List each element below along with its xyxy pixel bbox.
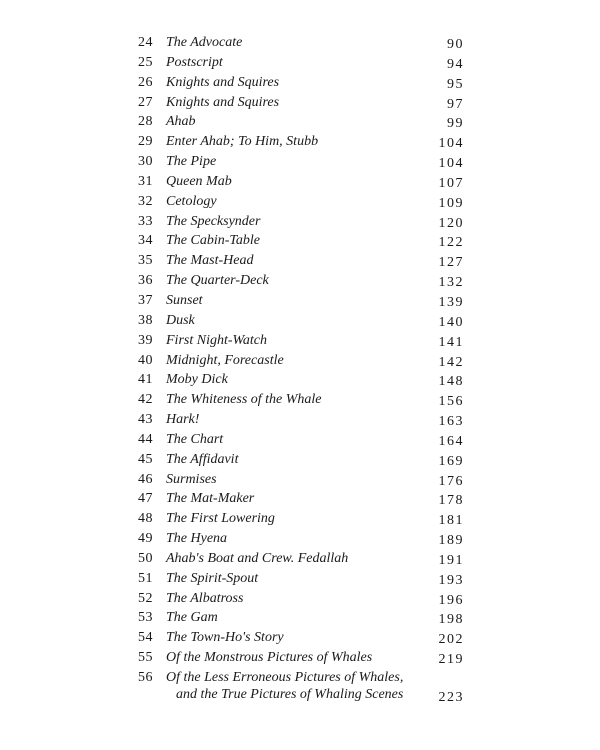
page-number: 104 <box>438 136 464 152</box>
page-number: 95 <box>447 76 464 92</box>
chapter-title: The Quarter-Deck <box>166 273 269 289</box>
page-number: 107 <box>438 175 464 191</box>
chapter-number: 45 <box>138 451 153 467</box>
chapter-title: The Mat-Maker <box>166 491 255 507</box>
chapter-number: 37 <box>138 292 153 308</box>
page-number: 132 <box>438 275 464 291</box>
chapter-number: 44 <box>138 431 153 447</box>
toc-entry <box>138 331 468 351</box>
chapter-number: 24 <box>138 35 153 50</box>
chapter-title: Hark! <box>166 412 200 428</box>
toc-entry <box>138 93 468 113</box>
page-number: 191 <box>438 552 464 568</box>
toc-entry <box>138 529 468 549</box>
toc-entry <box>138 311 468 331</box>
page-number: 176 <box>438 473 464 489</box>
page-number: 181 <box>438 513 464 529</box>
chapter-number: 28 <box>138 114 153 130</box>
toc-entry <box>138 470 468 490</box>
toc-entry <box>138 450 468 470</box>
chapter-number: 35 <box>138 253 153 269</box>
chapter-title-line2: and the True Pictures of Whaling Scenes <box>176 687 404 702</box>
chapter-title: The First Lowering <box>166 511 275 527</box>
page-number: 198 <box>438 612 464 628</box>
toc-entry <box>138 212 468 232</box>
page-number: 99 <box>447 116 464 132</box>
page-number: 122 <box>438 235 464 251</box>
chapter-number: 30 <box>138 154 153 170</box>
chapter-number: 43 <box>138 412 153 428</box>
page-number: 169 <box>438 453 464 469</box>
chapter-number: 56 <box>138 670 153 685</box>
toc-entry <box>138 33 468 53</box>
toc-entry <box>138 132 468 152</box>
toc-entry <box>138 291 468 311</box>
toc-entry <box>138 172 468 192</box>
chapter-title: Ahab <box>166 114 196 130</box>
chapter-title: The Chart <box>166 431 224 447</box>
toc-entry <box>138 251 468 271</box>
page-number: 223 <box>438 690 464 705</box>
chapter-number: 54 <box>138 630 153 646</box>
chapter-title: The Albatross <box>166 590 244 606</box>
chapter-title: The Specksynder <box>166 213 261 229</box>
page-number: 120 <box>438 215 464 231</box>
toc-entry <box>138 152 468 172</box>
toc-entry <box>138 589 468 609</box>
chapter-number: 32 <box>138 193 153 209</box>
chapter-number: 40 <box>138 352 153 368</box>
toc-entry <box>138 370 468 390</box>
page-number: 97 <box>447 96 464 112</box>
chapter-title: Cetology <box>166 193 217 209</box>
chapter-number: 52 <box>138 590 153 606</box>
chapter-number: 29 <box>138 134 153 150</box>
page-number: 94 <box>447 56 464 72</box>
toc-entry <box>138 668 468 708</box>
chapter-number: 36 <box>138 273 153 289</box>
page-number: 127 <box>438 255 464 271</box>
chapter-number: 50 <box>138 550 153 566</box>
toc-entry <box>138 489 468 509</box>
chapter-title: The Cabin-Table <box>166 233 260 249</box>
chapter-number: 31 <box>138 173 153 189</box>
chapter-number: 26 <box>138 74 153 90</box>
chapter-title: The Pipe <box>166 154 217 170</box>
toc-entry <box>138 410 468 430</box>
page-number: 139 <box>438 294 464 310</box>
chapter-number: 38 <box>138 312 153 328</box>
toc-entry <box>138 73 468 93</box>
page-number: 90 <box>447 37 464 52</box>
chapter-number: 42 <box>138 392 153 408</box>
chapter-title: The Gam <box>166 610 218 626</box>
chapter-title: The Hyena <box>166 531 228 547</box>
chapter-number: 39 <box>138 332 153 348</box>
page-number: 196 <box>438 592 464 608</box>
page-number: 148 <box>438 374 464 390</box>
toc-entry <box>138 569 468 589</box>
chapter-title: The Affidavit <box>166 451 239 467</box>
page-number: 142 <box>438 354 464 370</box>
chapter-number: 48 <box>138 511 153 527</box>
chapter-title: Postscript <box>166 54 223 70</box>
chapter-title: Surmises <box>166 471 217 487</box>
chapter-title: Knights and Squires <box>166 74 280 90</box>
page-number: 189 <box>438 533 464 549</box>
page-number: 193 <box>438 572 464 588</box>
page-number: 163 <box>438 414 464 430</box>
chapter-title-line1: Of the Less Erroneous Pictures of Whales, <box>166 670 404 685</box>
chapter-title: The Spirit-Spout <box>166 570 259 586</box>
table-of-contents <box>138 33 468 708</box>
chapter-title: Queen Mab <box>166 173 232 189</box>
chapter-number: 41 <box>138 372 153 388</box>
page-number: 141 <box>438 334 464 350</box>
chapter-title: Sunset <box>166 292 203 308</box>
toc-entry <box>138 608 468 628</box>
page-number: 219 <box>438 652 464 668</box>
chapter-title: Of the Monstrous Pictures of Whales <box>166 650 373 666</box>
toc-entry <box>138 509 468 529</box>
toc-entry <box>138 351 468 371</box>
toc-entry <box>138 628 468 648</box>
chapter-title: Moby Dick <box>166 372 228 388</box>
chapter-title: The Whiteness of the Whale <box>166 392 322 408</box>
page-number: 202 <box>438 632 464 648</box>
chapter-number: 33 <box>138 213 153 229</box>
toc-entry <box>138 192 468 212</box>
page-number: 140 <box>438 314 464 330</box>
toc-entry <box>138 231 468 251</box>
chapter-title: Knights and Squires <box>166 94 280 110</box>
chapter-title: The Town-Ho's Story <box>166 630 284 646</box>
page-number: 178 <box>438 493 464 509</box>
chapter-number: 47 <box>138 491 153 507</box>
toc-entry <box>138 390 468 410</box>
chapter-number: 46 <box>138 471 153 487</box>
toc-entry <box>138 112 468 132</box>
chapter-number: 27 <box>138 94 153 110</box>
chapter-title: Enter Ahab; To Him, Stubb <box>166 134 319 150</box>
toc-entry <box>138 430 468 450</box>
chapter-number: 53 <box>138 610 153 626</box>
chapter-number: 34 <box>138 233 153 249</box>
chapter-title: Dusk <box>166 312 195 328</box>
toc-entries <box>138 33 468 668</box>
toc-entry <box>138 53 468 73</box>
page-number: 156 <box>438 394 464 410</box>
chapter-title: The Advocate <box>166 35 243 50</box>
toc-entry <box>138 271 468 291</box>
chapter-title <box>166 669 403 703</box>
toc-entry <box>138 549 468 569</box>
chapter-number: 51 <box>138 570 153 586</box>
chapter-title: The Mast-Head <box>166 253 254 269</box>
chapter-number: 49 <box>138 531 153 547</box>
chapter-number: 55 <box>138 650 153 666</box>
page-number: 109 <box>438 195 464 211</box>
page-number: 164 <box>438 433 464 449</box>
chapter-title: Ahab's Boat and Crew. Fedallah <box>166 550 349 566</box>
chapter-number: 25 <box>138 54 153 70</box>
toc-entry <box>138 648 468 668</box>
page-number: 104 <box>438 156 464 172</box>
chapter-title: First Night-Watch <box>166 332 267 348</box>
chapter-title: Midnight, Forecastle <box>166 352 284 368</box>
